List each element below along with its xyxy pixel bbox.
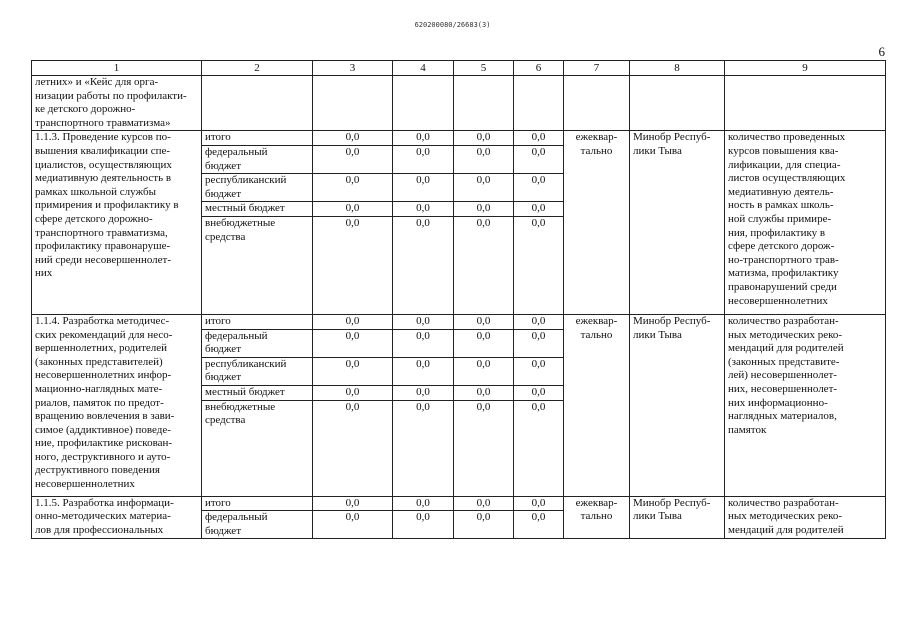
table-row — [32, 131, 886, 146]
table-row — [32, 496, 886, 511]
table-row — [32, 314, 886, 329]
value-cell: 0,0 — [454, 202, 514, 217]
document-id: 620200080/26683(3) — [414, 21, 491, 29]
period: ежеквар- тально — [564, 496, 630, 539]
funding-source: республиканский бюджет — [202, 357, 313, 385]
value-cell: 0,0 — [454, 145, 514, 173]
value-cell: 0,0 — [514, 174, 564, 202]
value-cell: 0,0 — [393, 216, 454, 314]
value-cell: 0,0 — [454, 511, 514, 539]
funding-source: федеральный бюджет — [202, 329, 313, 357]
value-cell: 0,0 — [514, 131, 564, 146]
value-cell: 0,0 — [514, 329, 564, 357]
period: ежеквар- тально — [564, 314, 630, 496]
value-cell: 0,0 — [313, 511, 393, 539]
funding-source: местный бюджет — [202, 202, 313, 217]
measure-name: 1.1.3. Проведение курсов по- вышения квалификации спе- циалистов, осуществляющих медиативную деятельность в рамках школьной службы примирения и профилактику в сфере детского дорожно- транспортного травматизма, профилактику правонаруше- ний среди несовершеннолет- них — [32, 131, 202, 315]
value-cell: 0,0 — [454, 216, 514, 314]
funding-source: местный бюджет — [202, 385, 313, 400]
funding-source: внебюджетные средства — [202, 216, 313, 314]
value-cell: 0,0 — [454, 329, 514, 357]
value-cell: 0,0 — [313, 385, 393, 400]
executor: Минобр Респуб- лики Тыва — [630, 131, 725, 315]
value-cell: 0,0 — [313, 329, 393, 357]
measure-name: 1.1.4. Разработка методичес- ских рекомендаций для несо- вершеннолетних, родителей (законных представителей) несовершеннолетних инфор- мационно-наглядных мате- риалов, памяток по предот- вращению вовлечения в зави- симое (аддиктивное) поведе- ние, профилактике рискован- ного, деструктивного и ауто- деструктивного поведения несовершеннолетних — [32, 314, 202, 496]
value-cell: 0,0 — [454, 314, 514, 329]
value-cell: 0,0 — [393, 511, 454, 539]
value-cell: 0,0 — [313, 174, 393, 202]
value-cell: 0,0 — [313, 400, 393, 496]
column-number: 1 — [32, 61, 202, 76]
funding-source: федеральный бюджет — [202, 511, 313, 539]
column-number: 8 — [630, 61, 725, 76]
expected-result: количество разработан- ных методических реко- мендаций для родителей (законных представите- лей) несовершеннолет- них, несовершеннолет- них информационно- наглядных материалов, памяток — [725, 314, 886, 496]
value-cell: 0,0 — [514, 385, 564, 400]
funding-source: внебюджетные средства — [202, 400, 313, 496]
value-cell: 0,0 — [313, 314, 393, 329]
value-cell: 0,0 — [514, 202, 564, 217]
column-number: 2 — [202, 61, 313, 76]
value-cell: 0,0 — [393, 174, 454, 202]
executor: Минобр Респуб- лики Тыва — [630, 314, 725, 496]
value-cell: 0,0 — [514, 216, 564, 314]
value-cell: 0,0 — [514, 314, 564, 329]
period: ежеквар- тально — [564, 131, 630, 315]
measure-name-continued: летних» и «Кейс для орга- низации работы по профилакти- ке детского дорожно- транспортного травматизма» — [32, 76, 202, 131]
expected-result: количество проведенных курсов повышения ква- лификации, для специа- листов осуществляющих медиативную деятель- ность в рамках школь- ной службы примире- ния, профилактику в сфере детского дорож- но-транспортного трав- матизма, профилактику правонарушений среди несовершеннолетних — [725, 131, 886, 315]
value-cell: 0,0 — [454, 385, 514, 400]
value-cell: 0,0 — [514, 145, 564, 173]
value-cell: 0,0 — [514, 511, 564, 539]
value-cell: 0,0 — [393, 329, 454, 357]
value-cell: 0,0 — [313, 496, 393, 511]
column-number: 4 — [393, 61, 454, 76]
value-cell: 0,0 — [514, 400, 564, 496]
expected-result: количество разработан- ных методических реко- мендаций для родителей — [725, 496, 886, 539]
column-number: 5 — [454, 61, 514, 76]
value-cell: 0,0 — [454, 357, 514, 385]
value-cell: 0,0 — [393, 400, 454, 496]
value-cell: 0,0 — [393, 357, 454, 385]
program-table — [31, 60, 886, 539]
value-cell: 0,0 — [454, 496, 514, 511]
column-number: 6 — [514, 61, 564, 76]
value-cell: 0,0 — [514, 357, 564, 385]
column-number: 3 — [313, 61, 393, 76]
value-cell: 0,0 — [393, 202, 454, 217]
executor: Минобр Респуб- лики Тыва — [630, 496, 725, 539]
measure-name: 1.1.5. Разработка информаци- онно-методических материа- лов для профессиональных — [32, 496, 202, 539]
value-cell: 0,0 — [393, 314, 454, 329]
page-number: 6 — [878, 44, 885, 59]
funding-source: итого — [202, 131, 313, 146]
value-cell: 0,0 — [393, 131, 454, 146]
value-cell: 0,0 — [313, 131, 393, 146]
value-cell: 0,0 — [393, 145, 454, 173]
value-cell: 0,0 — [393, 385, 454, 400]
column-number: 7 — [564, 61, 630, 76]
value-cell: 0,0 — [313, 202, 393, 217]
funding-source: федеральный бюджет — [202, 145, 313, 173]
continuation-row — [32, 76, 886, 131]
column-number: 9 — [725, 61, 886, 76]
funding-source: итого — [202, 314, 313, 329]
funding-source: итого — [202, 496, 313, 511]
value-cell: 0,0 — [313, 216, 393, 314]
value-cell: 0,0 — [313, 145, 393, 173]
value-cell: 0,0 — [393, 496, 454, 511]
value-cell: 0,0 — [514, 496, 564, 511]
funding-source: республиканский бюджет — [202, 174, 313, 202]
value-cell: 0,0 — [454, 400, 514, 496]
value-cell: 0,0 — [313, 357, 393, 385]
value-cell: 0,0 — [454, 174, 514, 202]
value-cell: 0,0 — [454, 131, 514, 146]
column-number-row — [32, 61, 886, 76]
